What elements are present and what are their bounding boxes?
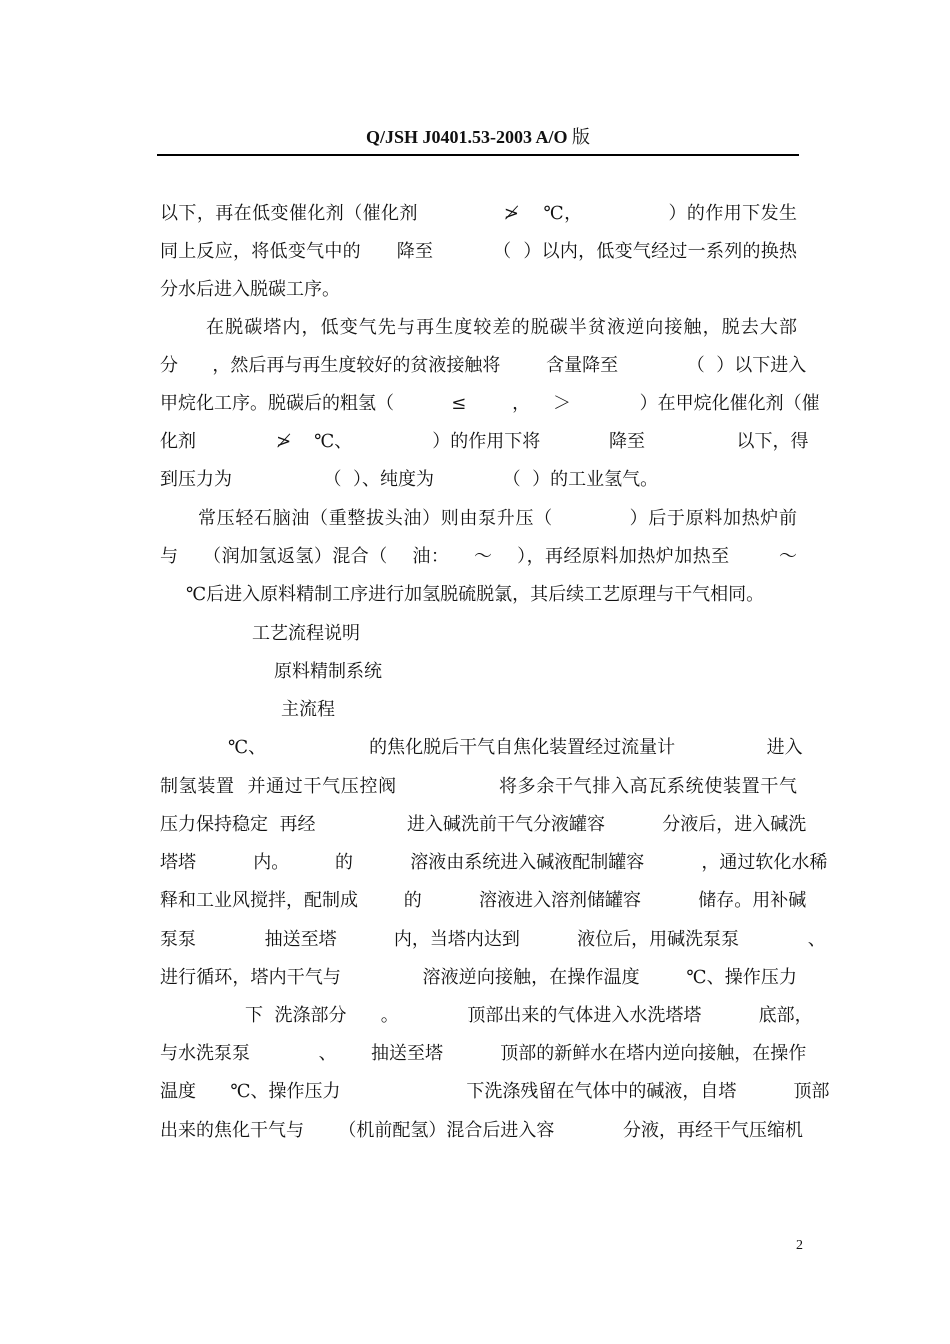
header-rule bbox=[157, 154, 799, 156]
text-line: 下 洗涤部分 。 顶部出来的气体进入水洗塔塔 底部， bbox=[245, 1005, 813, 1026]
text-line: 以下，再在低变催化剂（催化剂 ≯ ℃， ）的作用下发生 bbox=[160, 203, 797, 224]
text-line: 压力保持稳定 再经 进入碱洗前干气分液罐容 分液后，进入碱洗 bbox=[160, 814, 807, 835]
text-line: 同上反应，将低变气中的 降至 （ ）以内，低变气经过一系列的换热 bbox=[160, 241, 797, 262]
page-number: 2 bbox=[796, 1238, 803, 1253]
document-header bbox=[157, 124, 799, 150]
section-heading: 主流程 bbox=[281, 699, 335, 720]
text-line: 与水洗泵泵 、 抽送至塔 顶部的新鲜水在塔内逆向接触，在操作 bbox=[160, 1043, 807, 1064]
text-line: 制氢装置 并通过干气压控阀 将多余干气排入高瓦系统使装置干气 bbox=[160, 776, 797, 797]
text-line: 与 （润加氢返氢）混合（ 油： ～ ），再经原料加热炉加热至 ～ bbox=[160, 546, 797, 567]
text-line: ℃后进入原料精制工序进行加氢脱硫脱氯，其后续工艺原理与干气相同。 bbox=[186, 584, 765, 605]
text-line: 进行循环，塔内干气与 溶液逆向接触，在操作温度 ℃、操作压力 bbox=[160, 967, 797, 988]
section-heading: 原料精制系统 bbox=[274, 661, 382, 682]
text-line: ℃、 的焦化脱后干气自焦化装置经过流量计 进入 bbox=[228, 737, 803, 758]
text-line: 化剂 ≯ ℃、 ）的作用下将 降至 以下，得 bbox=[160, 431, 809, 452]
section-heading: 工艺流程说明 bbox=[252, 623, 360, 644]
text-line: 甲烷化工序。脱碳后的粗氢（ ≤ ， ＞ ）在甲烷化催化剂（催 bbox=[160, 393, 820, 414]
text-line: 分水后进入脱碳工序。 bbox=[160, 279, 340, 300]
text-line: 在脱碳塔内，低变气先与再生度较差的脱碳半贫液逆向接触，脱去大部 bbox=[206, 317, 797, 338]
text-line: 出来的焦化干气与 （机前配氢）混合后进入容 分液，再经干气压缩机 bbox=[160, 1120, 803, 1141]
text-line: 到压力为 （ ）、纯度为 （ ）的工业氢气。 bbox=[160, 469, 659, 490]
text-line: 释和工业风搅拌，配制成 的 溶液进入溶剂储罐容 储存。用补碱 bbox=[160, 890, 807, 911]
text-line: 塔塔 内。 的 溶液由系统进入碱液配制罐容 ，通过软化水稀 bbox=[160, 852, 828, 873]
standard-code: Q/JSH J0401.53-2003 A/O bbox=[365, 127, 572, 147]
text-line: 温度 ℃、操作压力 下洗涤残留在气体中的碱液，自塔 顶部 bbox=[160, 1081, 830, 1102]
text-line: 常压轻石脑油（重整拔头油）则由泵升压（ ）后于原料加热炉前 bbox=[198, 508, 797, 529]
text-line: 泵泵 抽送至塔 内，当塔内达到 液位后，用碱洗泵泵 、 bbox=[160, 929, 826, 950]
version-mark: 版 bbox=[572, 127, 590, 147]
text-line: 分 ，然后再与再生度较好的贫液接触将 含量降至 （ ）以下进入 bbox=[160, 355, 807, 376]
